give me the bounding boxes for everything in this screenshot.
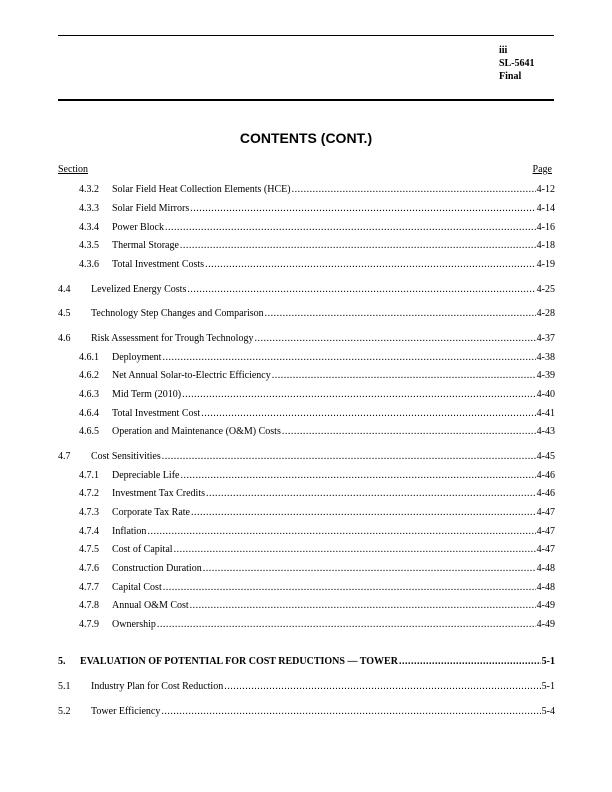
document-status: Final <box>499 71 522 82</box>
dot-leader <box>190 203 535 215</box>
toc-entry-number: 4.7.2 <box>79 488 99 499</box>
dot-leader <box>203 563 536 575</box>
toc-entry-page: 4-46 <box>536 488 555 499</box>
toc-entry-label: Thermal Storage <box>112 240 179 251</box>
toc-entry-number: 4.7.4 <box>79 526 99 537</box>
toc-entry-label: Construction Duration <box>112 563 202 574</box>
toc-entry-number: 4.7.6 <box>79 563 99 574</box>
toc-entry-page: 4-18 <box>536 240 555 251</box>
toc-entry-label: Levelized Energy Costs <box>91 284 187 295</box>
dot-leader <box>190 600 536 612</box>
toc-entry-number: 4.6.4 <box>79 408 99 419</box>
toc-entry-page: 4-19 <box>536 259 555 270</box>
toc-entry[interactable] <box>79 619 555 631</box>
toc-entry-number: 5.1 <box>58 681 71 692</box>
toc-entry-page: 4-28 <box>536 308 555 319</box>
toc-entry-number: 4.6.1 <box>79 352 99 363</box>
toc-entry[interactable] <box>58 706 555 718</box>
toc-entry-number: 4.7.7 <box>79 582 99 593</box>
toc-entry[interactable] <box>79 259 555 271</box>
toc-entry-number: 4.4 <box>58 284 71 295</box>
toc-entry-label: Risk Assessment for Trough Technology <box>91 333 254 344</box>
toc-entry-number: 4.6 <box>58 333 71 344</box>
toc-chapter-entry[interactable] <box>58 656 555 668</box>
toc-entry[interactable] <box>79 203 555 215</box>
dot-leader <box>282 426 536 438</box>
toc-entry-number: 4.6.3 <box>79 389 99 400</box>
toc-entry-page: 4-45 <box>536 451 555 462</box>
toc-entry-number: 4.7 <box>58 451 71 462</box>
dot-leader <box>205 259 536 271</box>
toc-entry-number: 4.3.4 <box>79 222 99 233</box>
toc-entry-page: 5-4 <box>541 706 555 717</box>
toc-entry-page: 4-38 <box>536 352 555 363</box>
dot-leader <box>180 240 536 252</box>
toc-entry-label: Power Block <box>112 222 164 233</box>
toc-entry-number: 4.7.3 <box>79 507 99 518</box>
toc-entry[interactable] <box>58 308 555 320</box>
toc-entry-page: 4-25 <box>536 284 555 295</box>
dot-leader <box>265 308 536 320</box>
toc-entry[interactable] <box>79 240 555 252</box>
toc-entry-page: 4-37 <box>536 333 555 344</box>
dot-leader <box>147 526 535 538</box>
toc-entry-page: 4-14 <box>536 203 555 214</box>
toc-entry-page: 4-47 <box>536 544 555 555</box>
dot-leader <box>272 370 536 382</box>
toc-entry-label: Capital Cost <box>112 582 162 593</box>
dot-leader <box>191 507 536 519</box>
toc-entry-label: Technology Step Changes and Comparison <box>91 308 264 319</box>
toc-entry-label: Annual O&M Cost <box>112 600 189 611</box>
toc-entry[interactable] <box>79 408 555 420</box>
toc-entry-page: 4-47 <box>536 507 555 518</box>
toc-entry-number: 4.3.2 <box>79 184 99 195</box>
toc-entry-label: Cost of Capital <box>112 544 173 555</box>
toc-entry[interactable] <box>58 284 555 296</box>
dot-leader <box>162 352 535 364</box>
dot-leader <box>399 656 541 668</box>
page-title: CONTENTS (CONT.) <box>239 130 373 146</box>
toc-entry-label: Depreciable Life <box>112 470 180 481</box>
section-column-header: Section <box>58 164 88 175</box>
dot-leader <box>157 619 536 631</box>
dot-leader <box>162 451 536 463</box>
toc-entry-page: 4-49 <box>536 619 555 630</box>
toc-entry-page: 4-43 <box>536 426 555 437</box>
toc-entry-label: EVALUATION OF POTENTIAL FOR COST REDUCTIONS — TOWER <box>80 656 398 667</box>
toc-entry[interactable] <box>79 582 555 594</box>
header-bottom-rule <box>58 99 554 101</box>
toc-entry-number: 4.3.5 <box>79 240 99 251</box>
page-number-roman: iii <box>499 45 508 56</box>
toc-entry-label: Tower Efficiency <box>91 706 161 717</box>
toc-entry-number: 4.7.9 <box>79 619 99 630</box>
toc-entry[interactable] <box>79 488 555 500</box>
toc-entry[interactable] <box>79 389 555 401</box>
toc-entry-number: 4.7.1 <box>79 470 99 481</box>
toc-entry[interactable] <box>79 544 555 556</box>
toc-entry-label: Operation and Maintenance (O&M) Costs <box>112 426 281 437</box>
toc-entry-number: 4.7.5 <box>79 544 99 555</box>
toc-entry[interactable] <box>58 451 555 463</box>
toc-entry-page: 5-1 <box>541 656 555 667</box>
dot-leader <box>292 184 536 196</box>
toc-entry-page: 4-48 <box>536 563 555 574</box>
toc-entry-number: 4.3.3 <box>79 203 99 214</box>
toc-entry-number: 5. <box>58 656 66 667</box>
toc-entry[interactable] <box>79 507 555 519</box>
dot-leader <box>254 333 535 345</box>
dot-leader <box>201 408 535 420</box>
toc-entry-number: 4.5 <box>58 308 71 319</box>
toc-entry-page: 4-47 <box>536 526 555 537</box>
toc-entry[interactable] <box>79 370 555 382</box>
toc-entry[interactable] <box>79 222 555 234</box>
toc-entry-label: Inflation <box>112 526 147 537</box>
header-top-rule <box>58 35 554 36</box>
toc-entry-page: 4-46 <box>536 470 555 481</box>
toc-entry-page: 4-41 <box>536 408 555 419</box>
toc-entry-label: Net Annual Solar-to-Electric Efficiency <box>112 370 271 381</box>
toc-entry-number: 4.6.2 <box>79 370 99 381</box>
toc-entry-page: 4-48 <box>536 582 555 593</box>
dot-leader <box>206 488 536 500</box>
dot-leader <box>224 681 540 693</box>
dot-leader <box>182 389 536 401</box>
toc-entry-page: 4-49 <box>536 600 555 611</box>
toc-entry[interactable] <box>79 352 555 364</box>
dot-leader <box>161 706 540 718</box>
toc-entry-page: 4-39 <box>536 370 555 381</box>
toc-entry-page: 5-1 <box>541 681 555 692</box>
toc-entry-label: Industry Plan for Cost Reduction <box>91 681 224 692</box>
toc-entry-label: Solar Field Mirrors <box>112 203 190 214</box>
dot-leader <box>163 582 536 594</box>
toc-entry-label: Ownership <box>112 619 156 630</box>
toc-entry-number: 4.7.8 <box>79 600 99 611</box>
document-id: SL-5641 <box>499 58 535 69</box>
dot-leader <box>165 222 536 234</box>
toc-entry-label: Total Investment Costs <box>112 259 205 270</box>
toc-entry-label: Total Investment Cost <box>112 408 201 419</box>
dot-leader <box>180 470 535 482</box>
toc-entry[interactable] <box>58 333 555 345</box>
toc-entry[interactable] <box>79 600 555 612</box>
toc-entry-number: 4.3.6 <box>79 259 99 270</box>
dot-leader <box>187 284 535 296</box>
toc-entry[interactable] <box>79 526 555 538</box>
toc-entry[interactable] <box>58 681 555 693</box>
toc-entry-label: Mid Term (2010) <box>112 389 182 400</box>
toc-entry-number: 5.2 <box>58 706 71 717</box>
toc-entry-label: Cost Sensitivities <box>91 451 161 462</box>
toc-entry-page: 4-12 <box>536 184 555 195</box>
toc-entry[interactable] <box>79 563 555 575</box>
toc-entry-label: Deployment <box>112 352 162 363</box>
toc-entry-label: Corporate Tax Rate <box>112 507 190 518</box>
page-column-header: Page <box>532 164 552 175</box>
toc-entry[interactable] <box>79 426 555 438</box>
toc-entry-page: 4-40 <box>536 389 555 400</box>
toc-entry[interactable] <box>79 184 555 196</box>
toc-entry[interactable] <box>79 470 555 482</box>
toc-entry-page: 4-16 <box>536 222 555 233</box>
toc-entry-label: Solar Field Heat Collection Elements (HCE) <box>112 184 291 195</box>
dot-leader <box>174 544 536 556</box>
toc-entry-number: 4.6.5 <box>79 426 99 437</box>
toc-entry-label: Investment Tax Credits <box>112 488 205 499</box>
